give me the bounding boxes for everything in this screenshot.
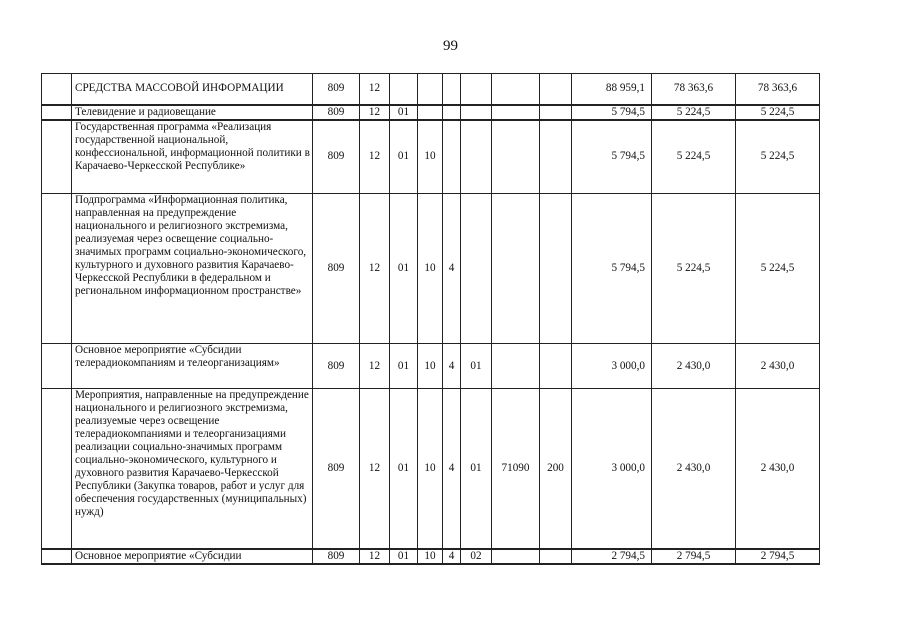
ved-code: 809 bbox=[313, 105, 360, 120]
direction-code: 71090 bbox=[492, 389, 540, 549]
row-index-cell bbox=[42, 194, 72, 344]
direction-code bbox=[492, 549, 540, 564]
activity-code bbox=[461, 74, 492, 105]
expense-type-code bbox=[540, 194, 572, 344]
sum-year-2: 2 430,0 bbox=[652, 344, 736, 389]
row-index-cell bbox=[42, 389, 72, 549]
row-index-cell bbox=[42, 120, 72, 194]
activity-code bbox=[461, 194, 492, 344]
program-code: 10 bbox=[418, 549, 443, 564]
subprogram-code: 4 bbox=[443, 344, 461, 389]
item-name: Основное мероприятие «Субсидии bbox=[72, 549, 313, 564]
row-index-cell bbox=[42, 105, 72, 120]
subprogram-code bbox=[443, 105, 461, 120]
table-row bbox=[42, 389, 820, 549]
section-code: 12 bbox=[360, 389, 390, 549]
ved-code: 809 bbox=[313, 344, 360, 389]
table-row bbox=[42, 549, 820, 564]
sum-year-1: 5 794,5 bbox=[572, 105, 652, 120]
item-name: Государственная программа «Реализация государственной национальной, конфессиональной, информационной политики в Карачаево-Черкесской Республике» bbox=[72, 120, 313, 194]
sum-year-3: 2 430,0 bbox=[736, 389, 820, 549]
subprogram-code bbox=[443, 74, 461, 105]
subsection-code bbox=[390, 74, 418, 105]
sum-year-1: 5 794,5 bbox=[572, 120, 652, 194]
activity-code bbox=[461, 105, 492, 120]
ved-code: 809 bbox=[313, 74, 360, 105]
subsection-code: 01 bbox=[390, 120, 418, 194]
program-code: 10 bbox=[418, 120, 443, 194]
item-name: Основное мероприятие «Субсидии телерадиокомпаниям и телеорганизациям» bbox=[72, 344, 313, 389]
sum-year-1: 88 959,1 bbox=[572, 74, 652, 105]
sum-year-1: 5 794,5 bbox=[572, 194, 652, 344]
sum-year-3: 78 363,6 bbox=[736, 74, 820, 105]
activity-code: 02 bbox=[461, 549, 492, 564]
ved-code: 809 bbox=[313, 120, 360, 194]
program-code bbox=[418, 74, 443, 105]
direction-code bbox=[492, 105, 540, 120]
expense-type-code: 200 bbox=[540, 389, 572, 549]
sum-year-2: 2 794,5 bbox=[652, 549, 736, 564]
activity-code bbox=[461, 120, 492, 194]
sum-year-2: 5 224,5 bbox=[652, 194, 736, 344]
subsection-code: 01 bbox=[390, 344, 418, 389]
program-code: 10 bbox=[418, 389, 443, 549]
subprogram-code: 4 bbox=[443, 549, 461, 564]
direction-code bbox=[492, 120, 540, 194]
subsection-code: 01 bbox=[390, 389, 418, 549]
ved-code: 809 bbox=[313, 194, 360, 344]
budget-table bbox=[41, 73, 820, 565]
section-code: 12 bbox=[360, 344, 390, 389]
sum-year-2: 2 430,0 bbox=[652, 389, 736, 549]
ved-code: 809 bbox=[313, 549, 360, 564]
sum-year-3: 2 430,0 bbox=[736, 344, 820, 389]
sum-year-1: 3 000,0 bbox=[572, 344, 652, 389]
subprogram-code: 4 bbox=[443, 194, 461, 344]
section-code: 12 bbox=[360, 105, 390, 120]
direction-code bbox=[492, 344, 540, 389]
row-index-cell bbox=[42, 549, 72, 564]
subsection-code: 01 bbox=[390, 194, 418, 344]
sum-year-2: 5 224,5 bbox=[652, 105, 736, 120]
subsection-code: 01 bbox=[390, 105, 418, 120]
direction-code bbox=[492, 194, 540, 344]
sum-year-1: 3 000,0 bbox=[572, 389, 652, 549]
sum-year-3: 5 224,5 bbox=[736, 194, 820, 344]
expense-type-code bbox=[540, 105, 572, 120]
direction-code bbox=[492, 74, 540, 105]
row-index-cell bbox=[42, 344, 72, 389]
table-row bbox=[42, 105, 820, 120]
ved-code: 809 bbox=[313, 389, 360, 549]
program-code: 10 bbox=[418, 194, 443, 344]
item-name: Мероприятия, направленные на предупреждение национального и религиозного экстремизма, реализуемые через освещение телерадиокомпаниями и телеорганизациями реализации социально-значимых программ социально-экономического, культурного и духовного развития Карачаево-Черкесской Республики (Закупка товаров, работ и услуг для обеспечения государственных (муниципальных) нужд) bbox=[72, 389, 313, 549]
expense-type-code bbox=[540, 120, 572, 194]
item-name: Подпрограмма «Информационная политика, направленная на предупреждение национального и религиозного экстремизма, реализуемая через освещение социально-значимых программ социально-экономического, культурного и духовного развития Карачаево-Черкесской Республики в федеральном и региональном информационном пространстве» bbox=[72, 194, 313, 344]
sum-year-2: 5 224,5 bbox=[652, 120, 736, 194]
sum-year-3: 2 794,5 bbox=[736, 549, 820, 564]
page-number: 99 bbox=[443, 38, 458, 54]
expense-type-code bbox=[540, 74, 572, 105]
table-row bbox=[42, 120, 820, 194]
subprogram-code: 4 bbox=[443, 389, 461, 549]
table-row bbox=[42, 194, 820, 344]
item-name: СРЕДСТВА МАССОВОЙ ИНФОРМАЦИИ bbox=[72, 74, 313, 105]
program-code bbox=[418, 105, 443, 120]
section-code: 12 bbox=[360, 194, 390, 344]
table-row bbox=[42, 344, 820, 389]
section-code: 12 bbox=[360, 74, 390, 105]
table-row bbox=[42, 74, 820, 105]
program-code: 10 bbox=[418, 344, 443, 389]
sum-year-3: 5 224,5 bbox=[736, 120, 820, 194]
subprogram-code bbox=[443, 120, 461, 194]
expense-type-code bbox=[540, 344, 572, 389]
section-code: 12 bbox=[360, 120, 390, 194]
sum-year-3: 5 224,5 bbox=[736, 105, 820, 120]
item-name: Телевидение и радиовещание bbox=[72, 105, 313, 120]
activity-code: 01 bbox=[461, 389, 492, 549]
expense-type-code bbox=[540, 549, 572, 564]
row-index-cell bbox=[42, 74, 72, 105]
sum-year-2: 78 363,6 bbox=[652, 74, 736, 105]
activity-code: 01 bbox=[461, 344, 492, 389]
section-code: 12 bbox=[360, 549, 390, 564]
subsection-code: 01 bbox=[390, 549, 418, 564]
sum-year-1: 2 794,5 bbox=[572, 549, 652, 564]
